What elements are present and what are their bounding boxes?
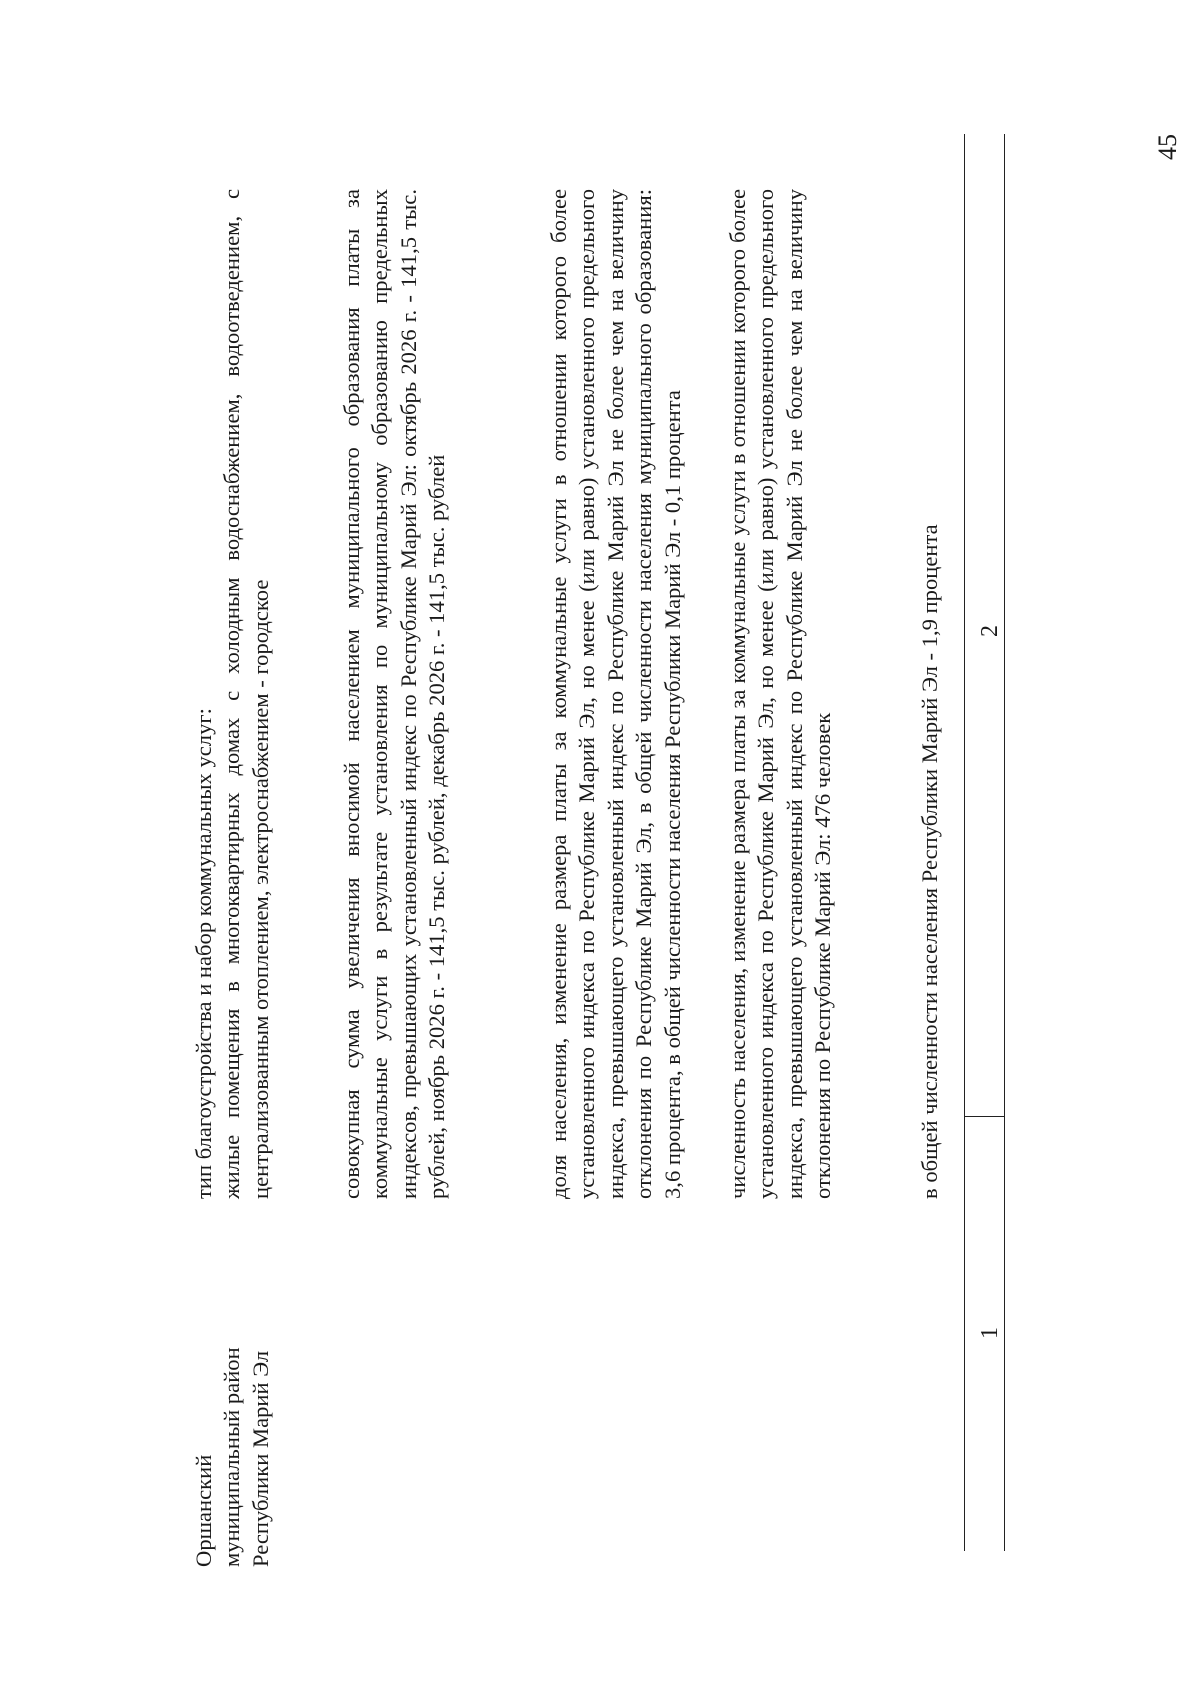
row-5-col-2	[190, 189, 275, 1199]
row-5-col-2-line-1: тип благоустройства и набор коммунальных услуг:	[191, 708, 216, 1199]
municipality-name-line-2: муниципальный район	[219, 1347, 245, 1567]
table-top-rule	[1004, 134, 1005, 1551]
row-4-col-2: совокупная сумма увеличения вносимой населением муниципального образования платы за коммунальные услуги в результате установления по муниципальному образованию предельных индексов, превышающих установленный индекс по Республике Марий Эл: октябрь 2026 г. - 141,5 тыс. рублей, ноябрь 2026 г. - 141,5 тыс. рублей, декабрь 2026 г. - 141,5 тыс. рублей	[339, 189, 450, 1199]
table-header-rule	[964, 134, 965, 1551]
row-1-col-2: в общей численности населения Республики Марий Эл - 1,9 процента	[917, 524, 942, 1199]
row-2-col-2: численность населения, изменение размера платы за коммунальные услуги в отношении которого более установленного индекса по Республике Марий Эл, но менее (или равно) установленного предельного индекса, превышающего установленный индекс по Республике Марий Эл не более чем на величину отклонения по Республике Марий Эл: 476 человек	[725, 189, 836, 1199]
table-column-divider	[964, 1116, 1005, 1117]
page-number: 45	[1153, 134, 1182, 160]
row-5-col-1	[190, 1237, 275, 1567]
row-3-col-2: доля населения, изменение размера платы за коммунальные услуги в отношении которого более установленного индекса по Республике Марий Эл, но менее (или равно) установленного предельного индекса, превышающего установленный индекс по Республике Марий Эл не более чем на величину отклонения по Республике Марий Эл, в общей численности населения муниципального образования: 3,6 процента, в общей численности населения Республики Марий Эл - 0,1 процента	[546, 189, 685, 1199]
column-header-1: 1	[977, 1327, 1003, 1339]
municipality-name-line-1: Оршанский	[191, 1454, 216, 1567]
municipality-name-line-3: Республики Марий Эл	[247, 1350, 273, 1567]
row-5-col-2-line-2: жилые помещения в многоквартирных домах с холодным водоснабжением, водоотведением, с централизованным отоплением, электроснабжением - городское	[219, 189, 273, 1199]
column-header-2: 2	[977, 625, 1003, 637]
